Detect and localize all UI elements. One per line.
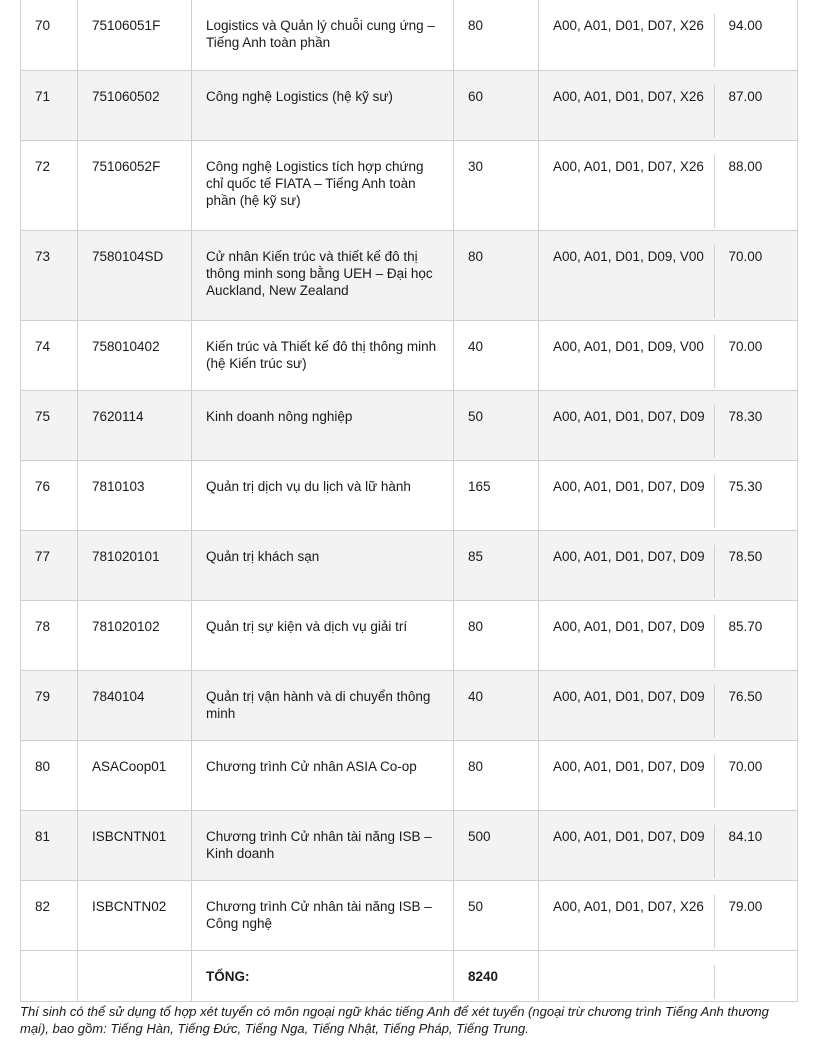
table-row bbox=[21, 460, 798, 530]
program-code-cell: 758010402 bbox=[78, 320, 192, 390]
program-code-cell: 7840104 bbox=[78, 670, 192, 740]
program-code-cell: 7810103 bbox=[78, 460, 192, 530]
program-name-cell: Cử nhân Kiến trúc và thiết kế đô thị thông minh song bằng UEH – Đại học Auckland, New Zealand bbox=[192, 230, 454, 320]
row-number-cell: 71 bbox=[21, 70, 78, 140]
table-row bbox=[21, 0, 798, 70]
subject-combos-cell: A00, A01, D01, D07, D09 bbox=[539, 740, 714, 810]
program-name-cell: Chương trình Cử nhân tài năng ISB – Công nghệ bbox=[192, 880, 454, 950]
cutoff-score-cell bbox=[714, 390, 798, 460]
row-number-cell: 81 bbox=[21, 810, 78, 880]
cutoff-score-cell bbox=[714, 70, 798, 140]
cutoff-score-value: 70.00 bbox=[714, 335, 798, 388]
program-code-cell: ISBCNTN01 bbox=[78, 810, 192, 880]
table-row bbox=[21, 880, 798, 950]
cutoff-score-value: 88.00 bbox=[714, 155, 798, 228]
table-row bbox=[21, 670, 798, 740]
row-number-cell: 76 bbox=[21, 460, 78, 530]
row-number-cell: 74 bbox=[21, 320, 78, 390]
cutoff-score-cell bbox=[714, 140, 798, 230]
cutoff-score-value: 70.00 bbox=[714, 755, 798, 808]
program-name-cell: Kinh doanh nông nghiệp bbox=[192, 390, 454, 460]
subject-combos-cell: A00, A01, D01, D09, V00 bbox=[539, 230, 714, 320]
program-code-cell: 781020102 bbox=[78, 600, 192, 670]
program-name-cell: Công nghệ Logistics tích hợp chứng chỉ quốc tế FIATA – Tiếng Anh toàn phần (hệ kỹ sư) bbox=[192, 140, 454, 230]
row-number-cell: 72 bbox=[21, 140, 78, 230]
quota-cell: 80 bbox=[454, 0, 539, 70]
program-code-cell: 7620114 bbox=[78, 390, 192, 460]
cutoff-score-value: 78.50 bbox=[714, 545, 798, 598]
cutoff-score-cell bbox=[714, 670, 798, 740]
cutoff-score-cell bbox=[714, 810, 798, 880]
quota-cell: 40 bbox=[454, 670, 539, 740]
table-row bbox=[21, 70, 798, 140]
program-code-cell: 781020101 bbox=[78, 530, 192, 600]
quota-cell: 85 bbox=[454, 530, 539, 600]
quota-cell: 50 bbox=[454, 880, 539, 950]
program-code-cell: ISBCNTN02 bbox=[78, 880, 192, 950]
program-name-cell: Quản trị sự kiện và dịch vụ giải trí bbox=[192, 600, 454, 670]
program-code-cell: 75106051F bbox=[78, 0, 192, 70]
admission-table bbox=[20, 0, 798, 1002]
program-name-cell: Logistics và Quản lý chuỗi cung ứng – Tiếng Anh toàn phần bbox=[192, 0, 454, 70]
total-label: TỔNG: bbox=[192, 950, 454, 1001]
row-number-cell: 78 bbox=[21, 600, 78, 670]
cutoff-score-value: 70.00 bbox=[714, 245, 798, 318]
program-code-cell: 75106052F bbox=[78, 140, 192, 230]
cutoff-score-cell bbox=[714, 740, 798, 810]
quota-cell: 80 bbox=[454, 600, 539, 670]
subject-combos-cell: A00, A01, D01, D07, D09 bbox=[539, 810, 714, 880]
program-code-cell: 751060502 bbox=[78, 70, 192, 140]
subject-combos-cell: A00, A01, D01, D07, D09 bbox=[539, 460, 714, 530]
quota-cell: 165 bbox=[454, 460, 539, 530]
cutoff-score-value: 84.10 bbox=[714, 825, 798, 878]
table-row bbox=[21, 230, 798, 320]
program-name-cell: Công nghệ Logistics (hệ kỹ sư) bbox=[192, 70, 454, 140]
quota-cell: 30 bbox=[454, 140, 539, 230]
cutoff-score-cell bbox=[714, 530, 798, 600]
program-name-cell: Chương trình Cử nhân ASIA Co-op bbox=[192, 740, 454, 810]
quota-cell: 80 bbox=[454, 740, 539, 810]
empty-cell bbox=[539, 950, 714, 1001]
cutoff-score-cell bbox=[714, 880, 798, 950]
empty-cell bbox=[21, 950, 78, 1001]
subject-combos-cell: A00, A01, D01, D07, D09 bbox=[539, 530, 714, 600]
program-name-cell: Chương trình Cử nhân tài năng ISB – Kinh doanh bbox=[192, 810, 454, 880]
total-row bbox=[21, 950, 798, 1001]
subject-combos-cell: A00, A01, D01, D07, X26 bbox=[539, 70, 714, 140]
row-number-cell: 73 bbox=[21, 230, 78, 320]
quota-cell: 500 bbox=[454, 810, 539, 880]
cutoff-score-cell bbox=[714, 460, 798, 530]
cutoff-score-cell bbox=[714, 320, 798, 390]
cutoff-score-cell bbox=[714, 600, 798, 670]
subject-combos-cell: A00, A01, D01, D07, D09 bbox=[539, 600, 714, 670]
table-row bbox=[21, 320, 798, 390]
program-name-cell: Kiến trúc và Thiết kế đô thị thông minh (hệ Kiến trúc sư) bbox=[192, 320, 454, 390]
program-name-cell: Quản trị khách sạn bbox=[192, 530, 454, 600]
cutoff-score-value: 78.30 bbox=[714, 405, 798, 458]
cutoff-score-value: 75.30 bbox=[714, 475, 798, 528]
cutoff-score-value: 94.00 bbox=[714, 14, 798, 67]
cutoff-score-cell bbox=[714, 0, 798, 70]
program-name-cell: Quản trị dịch vụ du lịch và lữ hành bbox=[192, 460, 454, 530]
table-row bbox=[21, 810, 798, 880]
cutoff-score-value: 87.00 bbox=[714, 85, 798, 138]
program-code-cell: 7580104SD bbox=[78, 230, 192, 320]
empty-cell bbox=[714, 950, 798, 1001]
admission-table-body bbox=[21, 0, 798, 1001]
row-number-cell: 79 bbox=[21, 670, 78, 740]
table-row bbox=[21, 390, 798, 460]
quota-cell: 40 bbox=[454, 320, 539, 390]
row-number-cell: 70 bbox=[21, 0, 78, 70]
table-row bbox=[21, 140, 798, 230]
quota-cell: 60 bbox=[454, 70, 539, 140]
table-row bbox=[21, 530, 798, 600]
subject-combos-cell: A00, A01, D01, D07, X26 bbox=[539, 0, 714, 70]
cutoff-score-value: 79.00 bbox=[714, 895, 798, 948]
table-row bbox=[21, 600, 798, 670]
subject-combos-cell: A00, A01, D01, D09, V00 bbox=[539, 320, 714, 390]
row-number-cell: 77 bbox=[21, 530, 78, 600]
row-number-cell: 82 bbox=[21, 880, 78, 950]
subject-combos-cell: A00, A01, D01, D07, D09 bbox=[539, 670, 714, 740]
quota-cell: 80 bbox=[454, 230, 539, 320]
table-row bbox=[21, 740, 798, 810]
program-name-cell: Quản trị vận hành và di chuyển thông minh bbox=[192, 670, 454, 740]
total-quota: 8240 bbox=[454, 950, 539, 1001]
cutoff-score-value: 76.50 bbox=[714, 685, 798, 738]
cutoff-score-cell bbox=[714, 230, 798, 320]
empty-score bbox=[714, 965, 798, 999]
row-number-cell: 80 bbox=[21, 740, 78, 810]
row-number-cell: 75 bbox=[21, 390, 78, 460]
program-code-cell: ASACoop01 bbox=[78, 740, 192, 810]
footnote: Thí sinh có thể sử dụng tổ hợp xét tuyển có môn ngoại ngữ khác tiếng Anh để xét tuyển (ngoại trừ chương trình Tiếng Anh thương mại), bao gồm: Tiếng Hàn, Tiếng Đức, Tiếng Nga, Tiếng Nhật, Tiếng Pháp, Tiếng Trung. bbox=[20, 1004, 769, 1036]
empty-cell bbox=[78, 950, 192, 1001]
cutoff-score-value: 85.70 bbox=[714, 615, 798, 668]
quota-cell: 50 bbox=[454, 390, 539, 460]
subject-combos-cell: A00, A01, D01, D07, X26 bbox=[539, 140, 714, 230]
subject-combos-cell: A00, A01, D01, D07, D09 bbox=[539, 390, 714, 460]
subject-combos-cell: A00, A01, D01, D07, X26 bbox=[539, 880, 714, 950]
